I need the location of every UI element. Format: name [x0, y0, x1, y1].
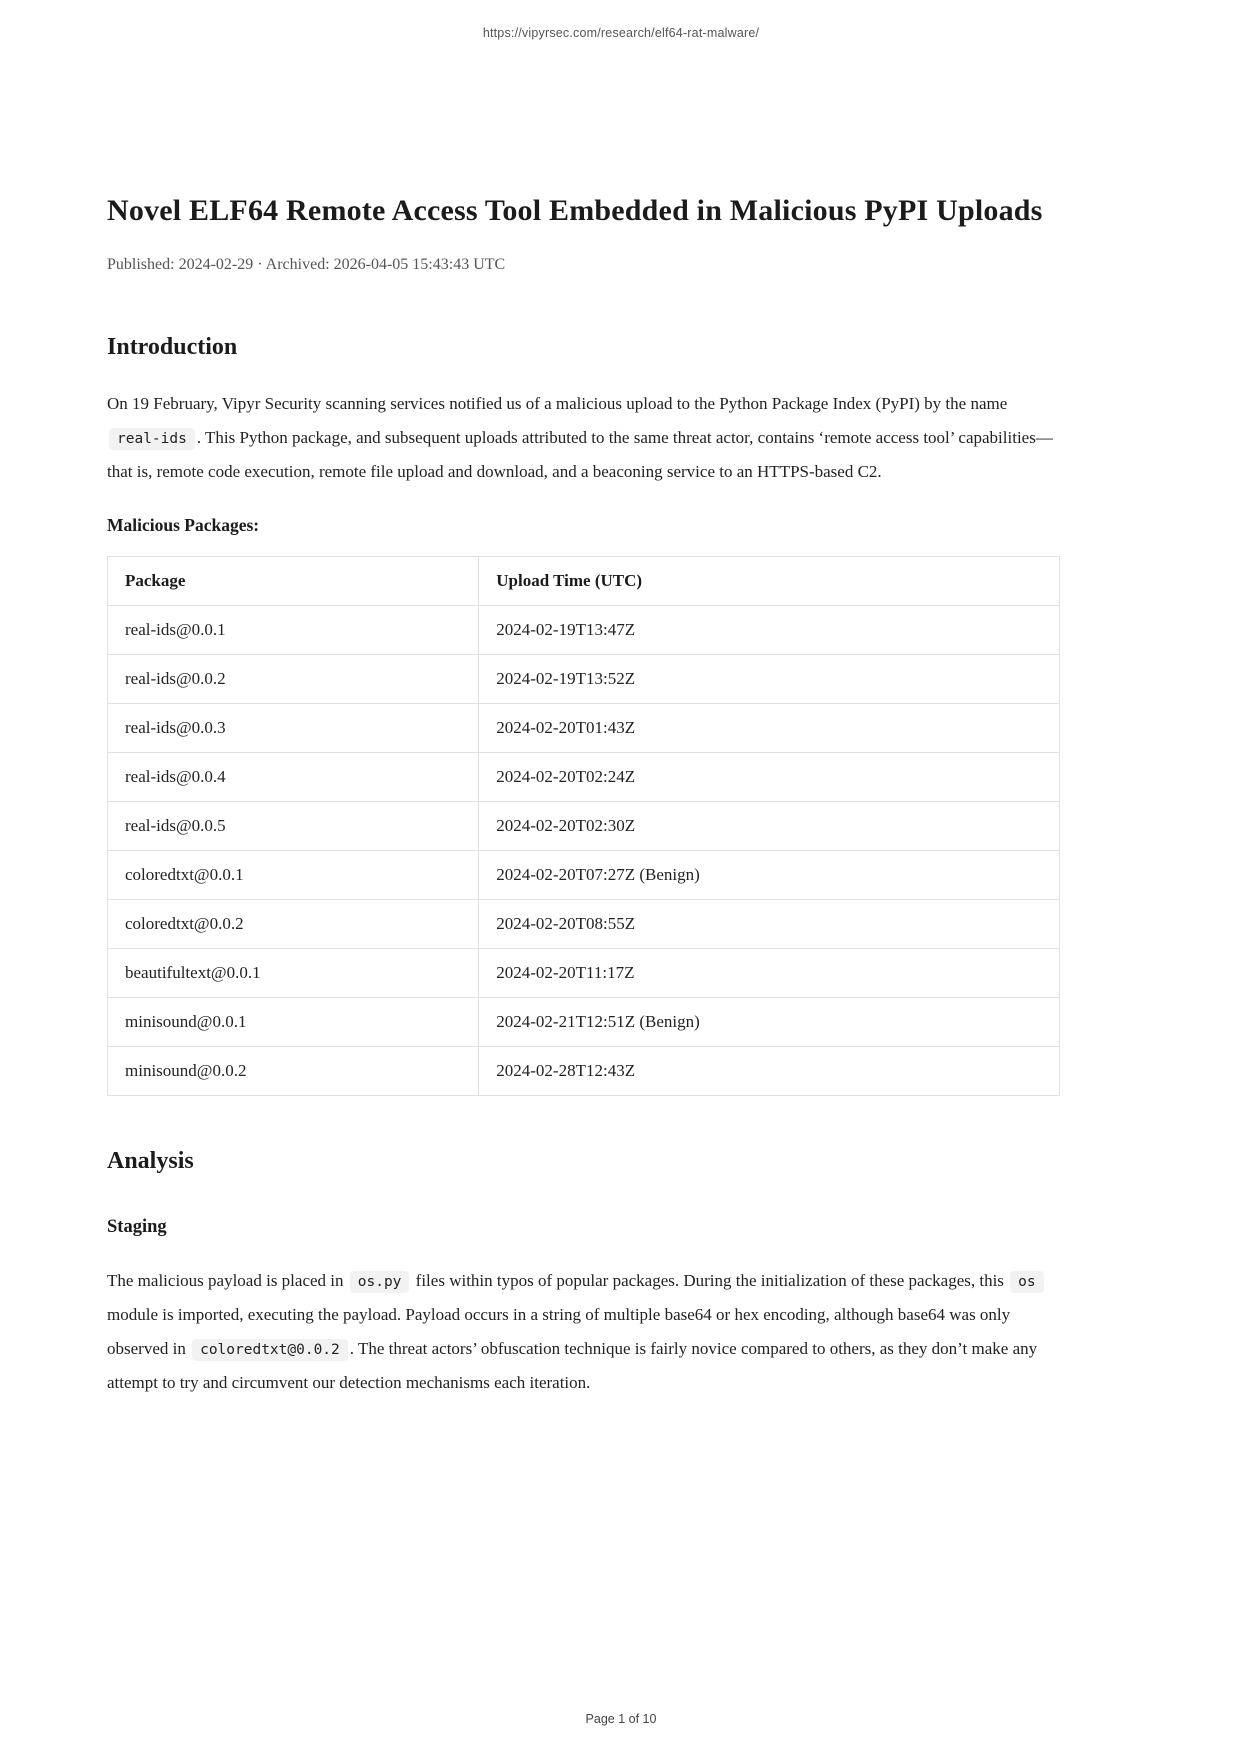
- column-header-package: Package: [108, 556, 479, 605]
- upload-time-cell: 2024-02-20T11:17Z: [479, 948, 1060, 997]
- upload-time-cell: 2024-02-20T07:27Z (Benign): [479, 850, 1060, 899]
- package-cell: real-ids@0.0.5: [108, 801, 479, 850]
- inline-code-os-py: os.py: [350, 1271, 410, 1293]
- package-cell: real-ids@0.0.3: [108, 703, 479, 752]
- upload-time-cell: 2024-02-19T13:52Z: [479, 654, 1060, 703]
- page-url: https://vipyrsec.com/research/elf64-rat-malware/: [482, 26, 760, 40]
- package-cell: minisound@0.0.1: [108, 997, 479, 1046]
- page-url-bar: [0, 0, 1242, 40]
- table-row: [108, 850, 1060, 899]
- package-cell: real-ids@0.0.4: [108, 752, 479, 801]
- page-number-indicator: Page 1 of 10: [585, 1712, 657, 1726]
- package-cell: real-ids@0.0.2: [108, 654, 479, 703]
- article-meta: Published: 2024-02-29 · Archived: 2026-04-05 15:43:43 UTC: [107, 255, 506, 273]
- table-row: [108, 654, 1060, 703]
- inline-code-coloredtxt: coloredtxt@0.0.2: [192, 1339, 348, 1361]
- upload-time-cell: 2024-02-19T13:47Z: [479, 605, 1060, 654]
- upload-time-cell: 2024-02-28T12:43Z: [479, 1046, 1060, 1095]
- packages-table: [107, 556, 1060, 1096]
- table-row: [108, 1046, 1060, 1095]
- upload-time-cell: 2024-02-20T02:30Z: [479, 801, 1060, 850]
- table-row: [108, 997, 1060, 1046]
- table-row: [108, 605, 1060, 654]
- intro-paragraph: [107, 387, 1060, 489]
- subsection-heading-staging: Staging: [107, 1216, 167, 1237]
- malicious-packages-label: Malicious Packages:: [107, 514, 260, 535]
- staging-text-segment: The malicious payload is placed in: [107, 1270, 348, 1290]
- upload-time-cell: 2024-02-20T08:55Z: [479, 899, 1060, 948]
- article-content: [107, 186, 1060, 1400]
- upload-time-cell: 2024-02-20T02:24Z: [479, 752, 1060, 801]
- package-cell: coloredtxt@0.0.2: [108, 899, 479, 948]
- table-row: [108, 948, 1060, 997]
- package-cell: real-ids@0.0.1: [108, 605, 479, 654]
- package-cell: beautifultext@0.0.1: [108, 948, 479, 997]
- staging-text-segment: . The threat actors’ obfuscation technique is fairly novice compared to others, as they don’t make any attempt to try and circumvent our detection mechanisms each iteration.: [107, 1338, 1038, 1392]
- intro-text-segment: On 19 February, Vipyr Security scanning services notified us of a malicious upload to the Python Package Index (PyPI) by the name: [107, 393, 1008, 413]
- table-header-row: [108, 556, 1060, 605]
- staging-paragraph: [107, 1264, 1060, 1400]
- table-row: [108, 752, 1060, 801]
- package-cell: minisound@0.0.2: [108, 1046, 479, 1095]
- upload-time-cell: 2024-02-20T01:43Z: [479, 703, 1060, 752]
- inline-code-os: os: [1010, 1271, 1043, 1293]
- staging-text-segment: module is imported, executing the payload. Payload occurs in a string of multiple base64 or hex encoding, although base64 was only observed in: [107, 1304, 1011, 1358]
- table-row: [108, 801, 1060, 850]
- page-footer: [0, 1712, 1242, 1726]
- intro-text-segment: . This Python package, and subsequent uploads attributed to the same threat actor, contains ‘remote access tool’ capabilities— that is, remote code execution, remote file upload and download, and a beaconing service to an HTTPS-based C2.: [107, 427, 1053, 481]
- package-cell: coloredtxt@0.0.1: [108, 850, 479, 899]
- column-header-upload-time: Upload Time (UTC): [479, 556, 1060, 605]
- inline-code-real-ids: real-ids: [109, 428, 195, 450]
- page-title: Novel ELF64 Remote Access Tool Embedded in Malicious PyPI Uploads: [107, 194, 1043, 227]
- staging-text-segment: files within typos of popular packages. During the initialization of these packages, this: [411, 1270, 1009, 1290]
- table-row: [108, 899, 1060, 948]
- section-heading-analysis: Analysis: [107, 1147, 194, 1174]
- upload-time-cell: 2024-02-21T12:51Z (Benign): [479, 997, 1060, 1046]
- table-row: [108, 703, 1060, 752]
- section-heading-introduction: Introduction: [107, 333, 238, 360]
